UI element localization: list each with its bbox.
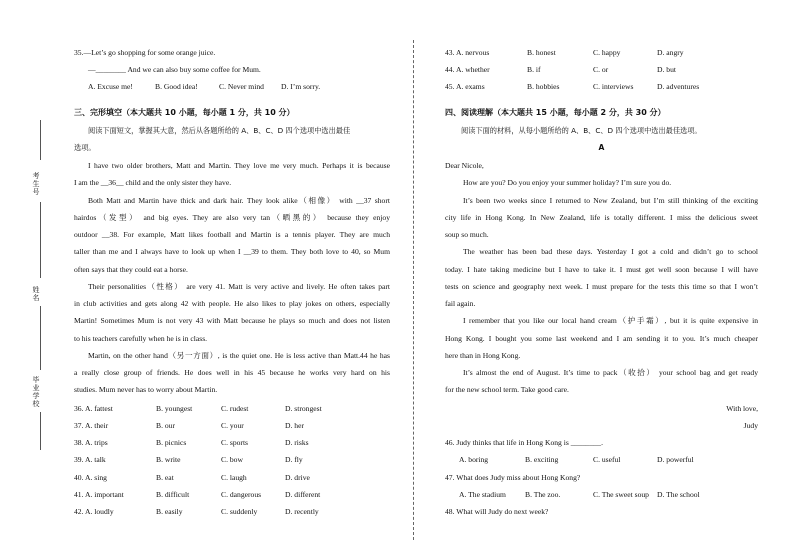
letter-line: city life in Hong Kong. In New Zealand, life is totally different. I miss the delicious sweet	[445, 213, 758, 222]
letter-line: It’s been two weeks since I returned to New Zealand, but I’m still thinking of the exciting	[463, 196, 758, 205]
passage-line: in club activities and gets along 42 with people. He also likes to play jokes on others, especially	[74, 299, 390, 308]
option[interactable]: D. different	[285, 490, 321, 499]
q47-stem: 47. What does Judy miss about Hong Kong?	[445, 473, 581, 482]
option[interactable]: D. angry	[657, 48, 684, 57]
option[interactable]: B. The zoo.	[525, 490, 561, 499]
margin-line	[40, 306, 41, 370]
margin-line	[40, 202, 41, 278]
q35-reply: —________ And we can also buy some coffee for Mum.	[88, 65, 261, 74]
option[interactable]: C. bow	[221, 455, 243, 464]
letter-line: How are you? Do you enjoy your summer holiday? I’m sure you do.	[463, 178, 672, 187]
option[interactable]: C. interviews	[593, 82, 634, 91]
option[interactable]: D. risks	[285, 438, 309, 447]
letter-line: I remember that you like our local hand cream（护手霜）, but it is quite expensive in	[463, 316, 758, 325]
option[interactable]: B. honest	[527, 48, 556, 57]
option[interactable]: B. Good idea!	[155, 82, 198, 91]
passage-line: taller than me and I always have to look up when I __39 to them. They both love to 40, so Mum	[74, 247, 390, 256]
option[interactable]: 45. A. exams	[445, 82, 485, 91]
letter-line: today. I hate taking medicine but I have to take it. I must get well soon because I will have	[445, 265, 758, 274]
letter-line: The weather has been bad these days. Yesterday I got a cold and didn’t go to school	[463, 247, 758, 256]
option[interactable]: C. The sweet soup	[593, 490, 649, 499]
letter-line: fail again.	[445, 299, 476, 308]
option[interactable]: B. if	[527, 65, 541, 74]
option[interactable]: B. eat	[156, 473, 174, 482]
passage-line: hairdos（发型） and big eyes. They are also very tan（晒黑的） because they enjoy	[74, 213, 390, 222]
option[interactable]: C. rudest	[221, 404, 249, 413]
option[interactable]: B. write	[156, 455, 181, 464]
section3-instructions: 选项。	[74, 143, 96, 152]
option[interactable]: B. exciting	[525, 455, 559, 464]
option[interactable]: 38. A. trips	[74, 438, 108, 447]
passage-line: to his teachers carefully when he is in class.	[74, 334, 208, 343]
binding-margin	[26, 120, 56, 450]
option[interactable]: C. laugh	[221, 473, 247, 482]
option[interactable]: A. boring	[459, 455, 489, 464]
option[interactable]: 43. A. nervous	[445, 48, 490, 57]
option[interactable]: 39. A. talk	[74, 455, 106, 464]
option[interactable]: D. recently	[285, 507, 319, 516]
option[interactable]: D. strongest	[285, 404, 322, 413]
option[interactable]: B. our	[156, 421, 175, 430]
option[interactable]: D. The school	[657, 490, 700, 499]
passage-line: I have two older brothers, Matt and Martin. They love me very much. Perhaps it is because	[88, 161, 390, 170]
passage-line: studies. Mum never has to worry about Martin.	[74, 385, 218, 394]
option[interactable]: D. but	[657, 65, 676, 74]
letter-line: here than in Hong Kong.	[445, 351, 521, 360]
letter-line: tests on science and geography next week. I must prepare for the tests this time so that I won’t	[445, 282, 758, 291]
option[interactable]: C. happy	[593, 48, 621, 57]
option[interactable]: C. suddenly	[221, 507, 258, 516]
option[interactable]: B. picnics	[156, 438, 187, 447]
letter-line: It’s almost the end of August. It’s time to pack（收拾） your school bag and get ready	[463, 368, 758, 377]
section4-instructions: 阅读下面的材料，从每小题所给的 A、B、C、D 四个选项中选出最佳选项。	[461, 126, 702, 135]
passage-line: often says that they could eat a horse.	[74, 265, 188, 274]
name-label: 姓名	[32, 286, 40, 302]
school-label: 毕业学校	[32, 376, 40, 408]
option[interactable]: B. hobbies	[527, 82, 560, 91]
q46-stem: 46. Judy thinks that life in Hong Kong is ________.	[445, 438, 603, 447]
part-label: A	[598, 143, 605, 152]
option[interactable]: 41. A. important	[74, 490, 124, 499]
option[interactable]: D. I’m sorry.	[281, 82, 321, 91]
option[interactable]: D. powerful	[657, 455, 694, 464]
letter-closing: With love,	[726, 404, 758, 413]
option[interactable]: 42. A. loudly	[74, 507, 114, 516]
option[interactable]: A. Excuse me!	[88, 82, 133, 91]
option[interactable]: A. The stadium	[459, 490, 506, 499]
option[interactable]: C. sports	[221, 438, 249, 447]
option[interactable]: C. your	[221, 421, 244, 430]
option[interactable]: C. Never mind	[219, 82, 264, 91]
passage-line: I am the __36__ child and the only sister they have.	[74, 178, 232, 187]
margin-line	[40, 120, 41, 160]
option[interactable]: 40. A. sing	[74, 473, 107, 482]
option[interactable]: C. or	[593, 65, 609, 74]
letter-line: soup so much.	[445, 230, 489, 239]
option[interactable]: 36. A. fattest	[74, 404, 113, 413]
section4-title: 四、阅读理解（本大题共 15 小题，每小题 2 分，共 30 分）	[445, 108, 666, 117]
option[interactable]: D. drive	[285, 473, 310, 482]
passage-line: outdoor __38. For example, Matt likes football and Martin is a tennis player. They are much	[74, 230, 390, 239]
passage-line: Both Matt and Martin have thick and dark hair. They look alike（相像） with __37 short	[88, 196, 390, 205]
section3-instructions: 阅读下面短文，掌握其大意，然后从各题所给的 A、B、C、D 四个选项中选出最佳	[88, 126, 351, 135]
letter-line: Hong Kong. I bought you some last weekend and I am sending it to you. It’s much cheaper	[445, 334, 758, 343]
option[interactable]: C. dangerous	[221, 490, 262, 499]
passage-line: Martin! Sometimes Mum is not very 43 with Matt because he plays so much and does not listen	[74, 316, 390, 325]
letter-line: for the new school term. Take good care.	[445, 385, 569, 394]
option[interactable]: B. youngest	[156, 404, 193, 413]
q35-stem: 35.—Let’s go shopping for some orange juice.	[74, 48, 216, 57]
option[interactable]: 44. A. whether	[445, 65, 490, 74]
q48-stem: 48. What will Judy do next week?	[445, 507, 549, 516]
option[interactable]: B. easily	[156, 507, 183, 516]
section3-title: 三、完形填空（本大题共 10 小题，每小题 1 分，共 10 分）	[74, 108, 295, 117]
option[interactable]: C. useful	[593, 455, 621, 464]
letter-greeting: Dear Nicole,	[445, 161, 484, 170]
passage-line: Martin, on the other hand（另一方面）, is the quiet one. He is less active than Matt.44 he has	[88, 351, 390, 360]
option[interactable]: B. difficult	[156, 490, 190, 499]
margin-line	[40, 412, 41, 450]
option[interactable]: D. adventures	[657, 82, 700, 91]
candidate-number-label: 考生号	[32, 172, 40, 196]
passage-line: Their personalities（性格） are very 41. Matt is very active and lively. He often takes part	[88, 282, 390, 291]
passage-line: a really close group of friends. He does well in his 45 because he works very hard on his	[74, 368, 390, 377]
letter-signature: Judy	[743, 421, 758, 430]
option[interactable]: D. her	[285, 421, 304, 430]
column-divider	[413, 40, 414, 540]
option[interactable]: D. fly	[285, 455, 303, 464]
option[interactable]: 37. A. their	[74, 421, 109, 430]
